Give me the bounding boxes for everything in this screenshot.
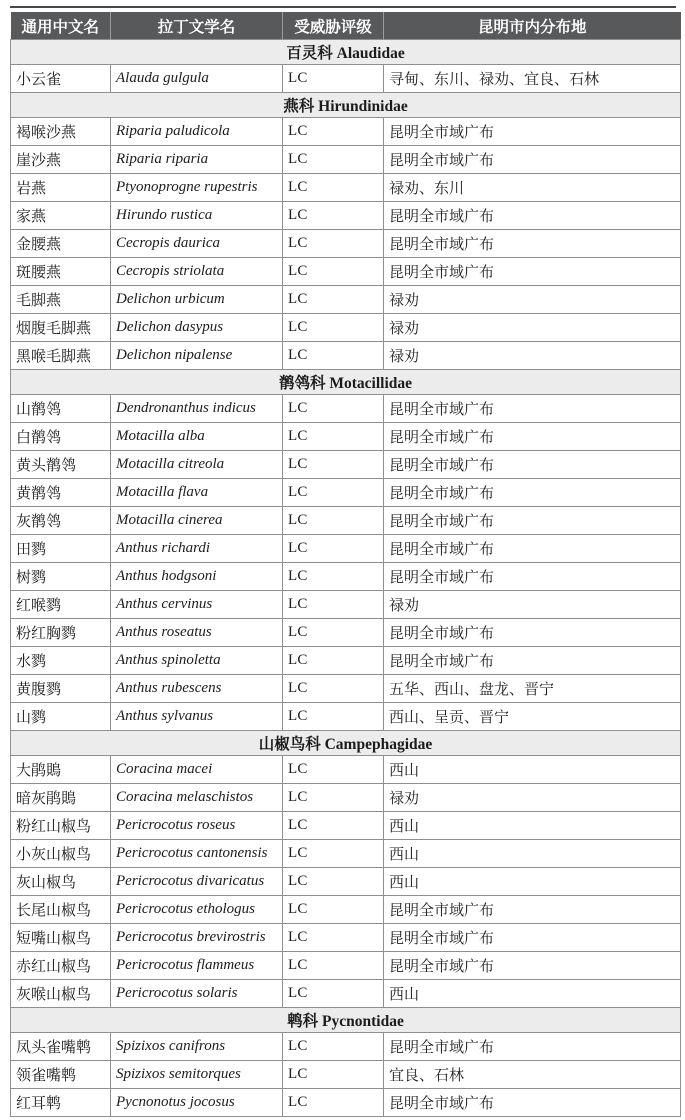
section-title: 山椒鸟科 Campephagidae [11, 731, 681, 756]
latin-name-cell: Pericrocotus ethologus [111, 896, 283, 924]
common-name-cell: 黄头鹡鸰 [11, 451, 111, 479]
distribution-cell: 昆明全市域广布 [384, 118, 681, 146]
section-row [11, 1008, 681, 1033]
distribution-cell: 禄劝、东川 [384, 174, 681, 202]
rating-cell: LC [283, 118, 384, 146]
latin-name-cell: Anthus richardi [111, 535, 283, 563]
rating-cell: LC [283, 202, 384, 230]
distribution-cell: 昆明全市域广布 [384, 202, 681, 230]
common-name-cell: 灰喉山椒鸟 [11, 980, 111, 1008]
rating-cell: LC [283, 535, 384, 563]
common-name-cell: 水鹨 [11, 647, 111, 675]
common-name-cell: 大鹃鵙 [11, 756, 111, 784]
rating-cell: LC [283, 675, 384, 703]
latin-name-cell: Cecropis daurica [111, 230, 283, 258]
table-row [11, 703, 681, 731]
rating-cell: LC [283, 563, 384, 591]
table-row [11, 784, 681, 812]
page-root [0, 6, 685, 1120]
distribution-cell: 昆明全市域广布 [384, 395, 681, 423]
rating-cell: LC [283, 756, 384, 784]
distribution-cell: 西山、呈贡、晋宁 [384, 703, 681, 731]
common-name-cell: 树鹨 [11, 563, 111, 591]
common-name-cell: 山鹨 [11, 703, 111, 731]
common-name-cell: 灰山椒鸟 [11, 868, 111, 896]
rating-cell: LC [283, 342, 384, 370]
distribution-cell: 西山 [384, 980, 681, 1008]
common-name-cell: 粉红胸鹨 [11, 619, 111, 647]
common-name-cell: 粉红山椒鸟 [11, 812, 111, 840]
rating-cell: LC [283, 591, 384, 619]
table-row [11, 563, 681, 591]
section-row [11, 93, 681, 118]
table-row [11, 756, 681, 784]
latin-name-cell: Anthus roseatus [111, 619, 283, 647]
latin-name-cell: Anthus sylvanus [111, 703, 283, 731]
rating-cell: LC [283, 1089, 384, 1117]
rating-cell: LC [283, 647, 384, 675]
distribution-cell: 昆明全市域广布 [384, 507, 681, 535]
rating-cell: LC [283, 952, 384, 980]
distribution-cell: 西山 [384, 756, 681, 784]
bird-species-table [10, 12, 681, 1117]
table-row [11, 314, 681, 342]
latin-name-cell: Coracina melaschistos [111, 784, 283, 812]
rating-cell: LC [283, 896, 384, 924]
table-row [11, 1061, 681, 1089]
common-name-cell: 领雀嘴鹎 [11, 1061, 111, 1089]
distribution-cell: 昆明全市域广布 [384, 647, 681, 675]
column-header: 通用中文名 [11, 12, 111, 40]
distribution-cell: 昆明全市域广布 [384, 1089, 681, 1117]
rating-cell: LC [283, 65, 384, 93]
table-row [11, 840, 681, 868]
common-name-cell: 凤头雀嘴鹎 [11, 1033, 111, 1061]
latin-name-cell: Alauda gulgula [111, 65, 283, 93]
distribution-cell: 西山 [384, 840, 681, 868]
common-name-cell: 红耳鹎 [11, 1089, 111, 1117]
rating-cell: LC [283, 174, 384, 202]
latin-name-cell: Anthus cervinus [111, 591, 283, 619]
rating-cell: LC [283, 1061, 384, 1089]
common-name-cell: 黄鹡鸰 [11, 479, 111, 507]
common-name-cell: 白鹡鸰 [11, 423, 111, 451]
distribution-cell: 昆明全市域广布 [384, 1033, 681, 1061]
table-row [11, 980, 681, 1008]
table-row [11, 479, 681, 507]
common-name-cell: 岩燕 [11, 174, 111, 202]
rating-cell: LC [283, 286, 384, 314]
distribution-cell: 昆明全市域广布 [384, 535, 681, 563]
table-row [11, 118, 681, 146]
table-row [11, 395, 681, 423]
table-row [11, 675, 681, 703]
table-row [11, 423, 681, 451]
distribution-cell: 宜良、石林 [384, 1061, 681, 1089]
distribution-cell: 禄劝 [384, 591, 681, 619]
distribution-cell: 禄劝 [384, 286, 681, 314]
rating-cell: LC [283, 314, 384, 342]
section-row [11, 731, 681, 756]
common-name-cell: 黑喉毛脚燕 [11, 342, 111, 370]
common-name-cell: 斑腰燕 [11, 258, 111, 286]
rating-cell: LC [283, 980, 384, 1008]
latin-name-cell: Motacilla flava [111, 479, 283, 507]
latin-name-cell: Motacilla citreola [111, 451, 283, 479]
section-title: 燕科 Hirundinidae [11, 93, 681, 118]
table-row [11, 342, 681, 370]
table-row [11, 924, 681, 952]
distribution-cell: 寻甸、东川、禄劝、宜良、石林 [384, 65, 681, 93]
latin-name-cell: Motacilla alba [111, 423, 283, 451]
table-row [11, 258, 681, 286]
latin-name-cell: Cecropis striolata [111, 258, 283, 286]
common-name-cell: 家燕 [11, 202, 111, 230]
table-row [11, 812, 681, 840]
rating-cell: LC [283, 451, 384, 479]
rating-cell: LC [283, 1033, 384, 1061]
latin-name-cell: Anthus spinoletta [111, 647, 283, 675]
latin-name-cell: Spizixos canifrons [111, 1033, 283, 1061]
section-title: 百灵科 Alaudidae [11, 40, 681, 65]
distribution-cell: 禄劝 [384, 314, 681, 342]
table-row [11, 1033, 681, 1061]
distribution-cell: 昆明全市域广布 [384, 563, 681, 591]
table-row [11, 507, 681, 535]
distribution-cell: 昆明全市域广布 [384, 451, 681, 479]
header-row [11, 12, 681, 40]
rating-cell: LC [283, 230, 384, 258]
common-name-cell: 褐喉沙燕 [11, 118, 111, 146]
common-name-cell: 崖沙燕 [11, 146, 111, 174]
distribution-cell: 昆明全市域广布 [384, 479, 681, 507]
distribution-cell: 昆明全市域广布 [384, 952, 681, 980]
table-row [11, 174, 681, 202]
latin-name-cell: Pericrocotus cantonensis [111, 840, 283, 868]
table-row [11, 1089, 681, 1117]
table-body [11, 40, 681, 1117]
rating-cell: LC [283, 479, 384, 507]
common-name-cell: 暗灰鹃鵙 [11, 784, 111, 812]
section-title: 鹎科 Pycnontidae [11, 1008, 681, 1033]
distribution-cell: 昆明全市域广布 [384, 423, 681, 451]
rating-cell: LC [283, 812, 384, 840]
distribution-cell: 昆明全市域广布 [384, 258, 681, 286]
rating-cell: LC [283, 868, 384, 896]
common-name-cell: 烟腹毛脚燕 [11, 314, 111, 342]
distribution-cell: 禄劝 [384, 784, 681, 812]
rating-cell: LC [283, 924, 384, 952]
rating-cell: LC [283, 395, 384, 423]
latin-name-cell: Pericrocotus solaris [111, 980, 283, 1008]
distribution-cell: 五华、西山、盘龙、晋宁 [384, 675, 681, 703]
latin-name-cell: Coracina macei [111, 756, 283, 784]
distribution-cell: 昆明全市域广布 [384, 619, 681, 647]
table-row [11, 230, 681, 258]
latin-name-cell: Pericrocotus flammeus [111, 952, 283, 980]
common-name-cell: 毛脚燕 [11, 286, 111, 314]
column-header: 昆明市内分布地 [384, 12, 681, 40]
latin-name-cell: Pericrocotus roseus [111, 812, 283, 840]
common-name-cell: 黄腹鹨 [11, 675, 111, 703]
latin-name-cell: Ptyonoprogne rupestris [111, 174, 283, 202]
distribution-cell: 西山 [384, 812, 681, 840]
distribution-cell: 禄劝 [384, 342, 681, 370]
common-name-cell: 长尾山椒鸟 [11, 896, 111, 924]
common-name-cell: 灰鹡鸰 [11, 507, 111, 535]
latin-name-cell: Anthus rubescens [111, 675, 283, 703]
common-name-cell: 小灰山椒鸟 [11, 840, 111, 868]
rating-cell: LC [283, 423, 384, 451]
latin-name-cell: Delichon dasypus [111, 314, 283, 342]
latin-name-cell: Motacilla cinerea [111, 507, 283, 535]
column-header: 受威胁评级 [283, 12, 384, 40]
latin-name-cell: Riparia riparia [111, 146, 283, 174]
distribution-cell: 昆明全市域广布 [384, 230, 681, 258]
rating-cell: LC [283, 703, 384, 731]
section-title: 鹡鸰科 Motacillidae [11, 370, 681, 395]
section-row [11, 40, 681, 65]
table-row [11, 535, 681, 563]
common-name-cell: 小云雀 [11, 65, 111, 93]
rating-cell: LC [283, 619, 384, 647]
rating-cell: LC [283, 146, 384, 174]
latin-name-cell: Delichon urbicum [111, 286, 283, 314]
latin-name-cell: Pericrocotus brevirostris [111, 924, 283, 952]
latin-name-cell: Delichon nipalense [111, 342, 283, 370]
latin-name-cell: Riparia paludicola [111, 118, 283, 146]
rating-cell: LC [283, 784, 384, 812]
common-name-cell: 赤红山椒鸟 [11, 952, 111, 980]
top-rule [10, 6, 676, 8]
rating-cell: LC [283, 840, 384, 868]
table-row [11, 591, 681, 619]
latin-name-cell: Pycnonotus jocosus [111, 1089, 283, 1117]
common-name-cell: 金腰燕 [11, 230, 111, 258]
common-name-cell: 田鹨 [11, 535, 111, 563]
table-row [11, 896, 681, 924]
table-row [11, 868, 681, 896]
common-name-cell: 山鹡鸰 [11, 395, 111, 423]
distribution-cell: 昆明全市域广布 [384, 146, 681, 174]
latin-name-cell: Hirundo rustica [111, 202, 283, 230]
column-header: 拉丁文学名 [111, 12, 283, 40]
latin-name-cell: Spizixos semitorques [111, 1061, 283, 1089]
table-row [11, 451, 681, 479]
distribution-cell: 西山 [384, 868, 681, 896]
table-row [11, 647, 681, 675]
table-row [11, 619, 681, 647]
common-name-cell: 红喉鹨 [11, 591, 111, 619]
section-row [11, 370, 681, 395]
table-row [11, 952, 681, 980]
table-row [11, 146, 681, 174]
latin-name-cell: Anthus hodgsoni [111, 563, 283, 591]
distribution-cell: 昆明全市域广布 [384, 896, 681, 924]
rating-cell: LC [283, 507, 384, 535]
distribution-cell: 昆明全市域广布 [384, 924, 681, 952]
table-row [11, 286, 681, 314]
table-row [11, 202, 681, 230]
latin-name-cell: Pericrocotus divaricatus [111, 868, 283, 896]
common-name-cell: 短嘴山椒鸟 [11, 924, 111, 952]
latin-name-cell: Dendronanthus indicus [111, 395, 283, 423]
rating-cell: LC [283, 258, 384, 286]
table-row [11, 65, 681, 93]
